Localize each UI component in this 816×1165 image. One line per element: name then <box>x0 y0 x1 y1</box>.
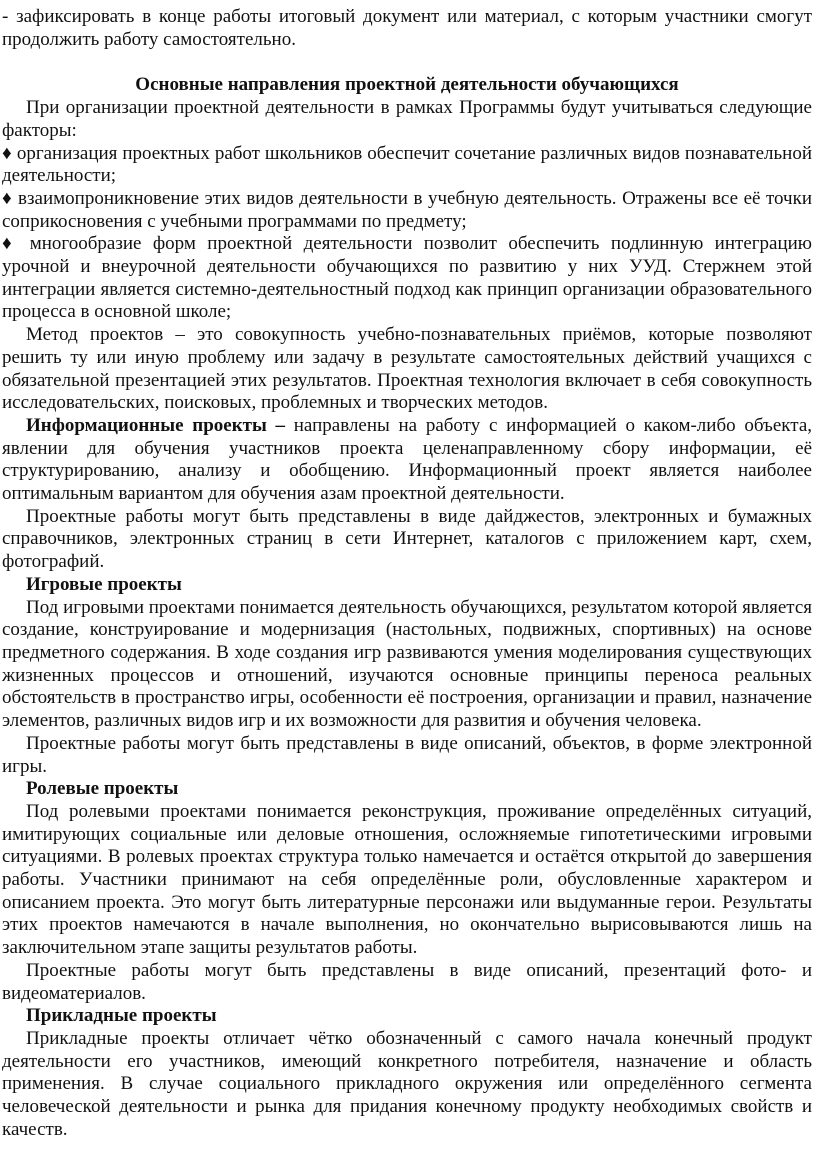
applied-projects-text: Прикладные проекты отличает чётко обозначенный с самого начала конечный продукт деятельности его участников, имеющий конкретного потребителя, назначение и область применения. В случае социального прикладного окружения или определённого сегмента человеческой деятельности и рынка для придания конечному продукту необходимых свойств и качеств. <box>2 1027 812 1140</box>
factor-text: организация проектных работ школьников обеспечит сочетание различных видов познавательной деятельности; <box>2 142 813 187</box>
bullet-diamond-icon: ♦ <box>2 142 12 164</box>
applied-projects-title: Прикладные проекты <box>26 1005 217 1027</box>
game-projects-forms: Проектные работы могут быть представлены в виде описаний, объектов, в форме электронной игры. <box>2 732 812 777</box>
factor-item-1 <box>2 143 812 188</box>
game-projects-text: Под игровыми проектами понимается деятельность обучающихся, результатом которой является создание, конструирование и модернизация (настольных, подвижных, спортивных) на основе предметного содержания. В ходе создания игр развиваются умения моделирования существующих жизненных процессов и отношений, изучаются основные принципы переноса реальных обстоятельств в пространство игры, особенности её построения, организации и правил, назначение элементов, различных видов игр и их возможности для развития и обучения человека. <box>2 596 812 732</box>
factor-item-3 <box>2 233 812 324</box>
info-projects-title: Информационные проекты – <box>26 414 286 436</box>
bullet-diamond-icon: ♦ <box>2 233 19 255</box>
game-projects-title: Игровые проекты <box>26 573 182 595</box>
role-projects-text: Под ролевыми проектами понимается реконструкция, проживание определённых ситуаций, имитирующих социальные или деловые отношения, осложняемые гипотетическими игровыми ситуациями. В ролевых проектах структура только намечается и остаётся открытой до завершения работы. Участники принимают на себя определённые роли, обусловленные характером и описанием проекта. Это могут быть литературные персонажи или выдуманные герои. Результаты этих проектов намечаются в начале выполнения, но окончательно вырисовываются лишь на заключительном этапе защиты результатов работы. <box>2 800 812 959</box>
bullet-diamond-icon: ♦ <box>2 187 13 209</box>
role-projects-forms: Проектные работы могут быть представлены в виде описаний, презентаций фото- и видеоматериалов. <box>2 959 812 1004</box>
factor-text: взаимопроникновение этих видов деятельности в учебную деятельность. Отражены все её точки соприкосновения с учебными программами по предмету; <box>2 187 813 232</box>
section-title: Основные направления проектной деятельности обучающихся <box>135 74 679 96</box>
info-projects-forms: Проектные работы могут быть представлены в виде дайджестов, электронных и бумажных справочников, электронных страниц в сети Интернет, каталогов с приложением карт, схем, фотографий. <box>2 505 812 573</box>
spacer <box>2 51 812 74</box>
intro-tail-paragraph: - зафиксировать в конце работы итоговый документ или материал, с которым участники смогут продолжить работу самостоятельно. <box>2 6 812 50</box>
factor-text: многообразие форм проектной деятельности позволит обеспечить подлинную интеграцию урочной и внеурочной деятельности обучающихся по развитию у них УУД. Стержнем этой интеграции является системно-деятельностный подход как принцип организации образовательного процесса в основной школе; <box>2 233 813 323</box>
method-paragraph: Метод проектов – это совокупность учебно-познавательных приёмов, которые позволяют решить ту или иную проблему или задачу в результате самостоятельных действий учащихся с обязательной презентацией этих результатов. Проектная технология включает в себя совокупность исследовательских, поисковых, проблемных и творческих методов. <box>2 324 812 414</box>
info-projects-paragraph <box>2 415 812 506</box>
info-projects-text: направлены на работу с информацией о каком-либо объекта, явлении для обучения участников проекта целенаправленному сбору информации, её структурированию, анализу и обобщению. Информационный проект является наиболее оптимальным вариантом для обучения азам проектной деятельности. <box>2 414 812 505</box>
factor-item-2 <box>2 188 812 233</box>
role-projects-title: Ролевые проекты <box>26 778 179 800</box>
factors-intro-paragraph: При организации проектной деятельности в рамках Программы будут учитываться следующие факторы: <box>2 97 812 141</box>
